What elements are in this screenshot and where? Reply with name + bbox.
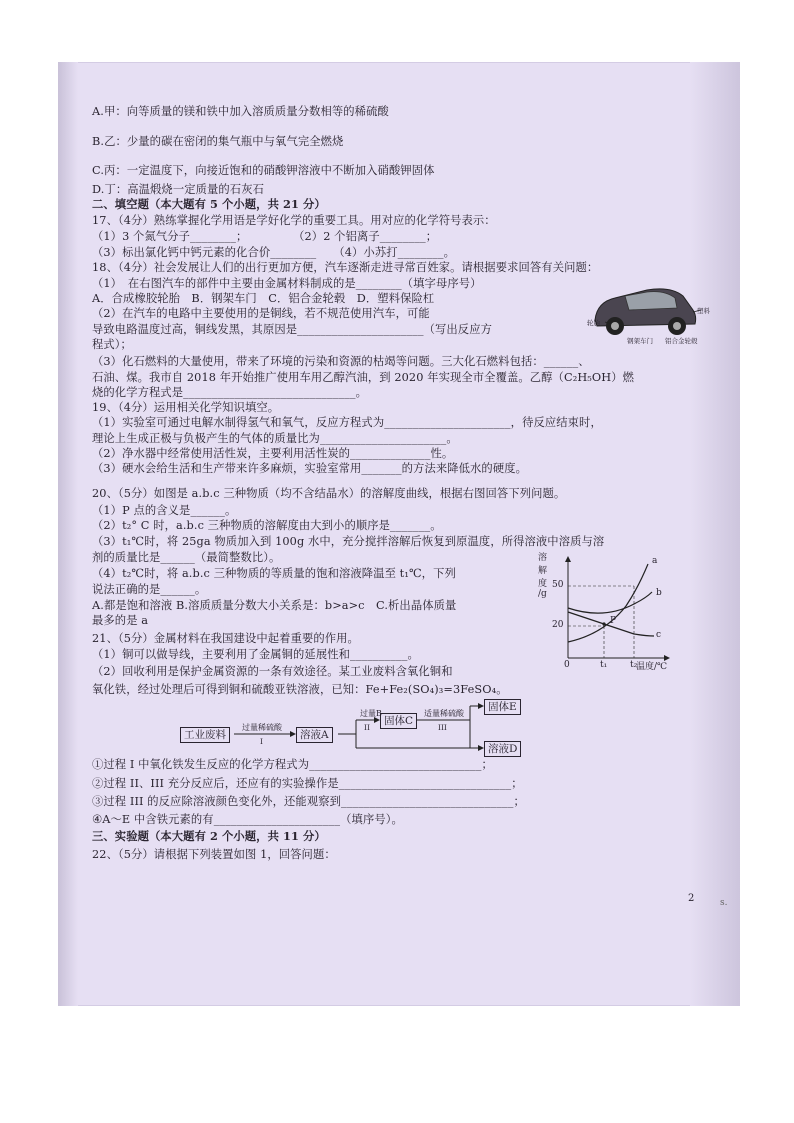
q17-part1: （1）3 个氮气分子________； （2）2 个铝离子________；	[92, 230, 438, 243]
q21-sub1: ①过程 I 中氧化铁发生反应的化学方程式为______________________________；	[92, 758, 493, 771]
q18-part3-cont: 石油、煤。我市自 2018 年开始推广使用车用乙醇汽油，到 2020 年实现全市全覆盖。乙醇（C₂H₅OH）燃	[92, 371, 635, 384]
q17-stem: 17、（4分）熟练掌握化学用语是学好化学的重要工具。用对应的化学符号表示：	[92, 214, 496, 227]
q22-stem: 22、（5分）请根据下列装置如图 1，回答问题：	[92, 848, 336, 861]
q18-part3: （3）化石燃料的大量使用，带来了环境的污染和资源的枯竭等问题。三大化石燃料包括：______、	[92, 355, 590, 368]
q19-part1-cont: 理论上生成正极与负极产生的气体的质量比为______________________。	[92, 432, 458, 445]
flow-box-solid-c: 固体C	[380, 713, 417, 729]
flow-arrow-label-2: 过量B	[360, 709, 382, 718]
q21-part1: （1）铜可以做导线，主要利用了金属铜的延展性和__________。	[92, 648, 419, 661]
q20-part3: （3）t₁℃时，将 25ga 物质加入到 100g 水中，充分搅拌溶解后恢复到原温度，所得溶液中溶质与溶	[92, 535, 605, 548]
q20-part4-cont: 说法正确的是______。	[92, 583, 207, 596]
car-figure	[585, 280, 715, 346]
option-c: C.丙：一定温度下，向接近饱和的硝酸钾溶液中不断加入硝酸钾固体	[92, 164, 435, 177]
q21-stem: 21、（5分）金属材料在我国建设中起着重要的作用。	[92, 632, 359, 645]
q20-part4-options: A.都是饱和溶液 B.溶质质量分数大小关系是：b>a>c C.析出晶体质量	[92, 599, 457, 612]
q18-choices: A．合成橡胶轮胎 B．钢架车门 C．铝合金轮毂 D．塑料保险杠	[92, 292, 435, 305]
graph-xlabel: 温度/℃	[636, 662, 668, 672]
q20-stem: 20、（5分）如图是 a.b.c 三种物质（均不含结晶水）的溶解度曲线，根据右图回答下列问题。	[92, 487, 566, 500]
q21-part2: （2）回收利用是保护金属资源的一条有效途径。某工业废料含氧化铜和	[92, 665, 453, 678]
graph-point-p: P	[610, 616, 617, 626]
q18-part3-end: 烧的化学方程式是______________________________。	[92, 386, 368, 399]
q20-part1: （1）P 点的含义是______。	[92, 504, 237, 517]
graph-ylabel-3: 度	[538, 579, 548, 589]
flow-arrow-label-3: 适量稀硫酸	[424, 709, 464, 718]
graph-ytick-50: 50	[552, 580, 564, 590]
flow-step-2: II	[364, 723, 370, 732]
graph-curve-c-label: c	[656, 630, 662, 640]
section-heading-fill: 二、填空题（本大题有 5 个小题，共 21 分）	[92, 197, 326, 211]
graph-xtick-t2: t₂	[630, 660, 638, 670]
q19-stem: 19、（4分）运用相关化学知识填空。	[92, 401, 280, 414]
option-b: B.乙：少量的碳在密闭的集气瓶中与氧气完全燃烧	[92, 135, 344, 148]
flow-box-solid-e: 固体E	[484, 699, 521, 715]
page-number: 2	[688, 893, 695, 904]
q21-sub4: ④A～E 中含铁元素的有______________________（填序号）。	[92, 813, 403, 826]
q17-part3: （3）标出氯化钙中钙元素的化合价________ （4）小苏打________。	[92, 246, 456, 259]
q21-sub2: ②过程 II、III 充分反应后，还应有的实验操作是______________________________；	[92, 777, 523, 790]
q18-stem: 18、（4分）社会发展让人们的出行更加方便，汽车逐渐走进寻常百姓家。请根据要求回答有关问题：	[92, 261, 599, 274]
graph-xtick-0: 0	[564, 660, 570, 670]
q21-part2-cont: 氧化铁，经过处理后可得到铜和硫酸亚铁溶液，已知：Fe+Fe₂(SO₄)₃=3FeSO₄。	[92, 683, 508, 696]
process-flow-diagram	[180, 692, 580, 757]
graph-ylabel-4: /g	[538, 589, 547, 599]
q19-part3: （3）硬水会给生活和生产带来许多麻烦，实验室常用_______的方法来降低水的硬度。	[92, 462, 528, 475]
graph-ytick-20: 20	[552, 620, 564, 630]
graph-ylabel-1: 溶	[538, 553, 548, 563]
graph-xtick-t1: t₁	[600, 660, 608, 670]
graph-ylabel-2: 解	[538, 566, 548, 576]
flow-arrow-label-1: 过量稀硫酸	[242, 723, 282, 732]
q18-part2: （2）在汽车的电路中主要使用的是铜线，若不规范使用汽车，可能	[92, 307, 430, 320]
q18-part1: （1） 在右图汽车的部件中主要由金属材料制成的是________（填字母序号）	[92, 277, 482, 290]
car-label-wheel: 铝合金轮毂	[665, 337, 698, 345]
q20-part2: （2）t₂° C 时，a.b.c 三种物质的溶解度由大到小的顺序是_______。	[92, 519, 442, 532]
car-label-plastic: 塑料	[697, 307, 710, 315]
flow-step-1: I	[260, 737, 263, 746]
flow-box-solution-d: 溶液D	[484, 741, 521, 757]
page-mark: s.	[720, 898, 728, 908]
q21-sub3: ③过程 III 的反应除溶液颜色变化外，还能观察到______________________________；	[92, 795, 525, 808]
car-label-door: 钢架车门	[627, 337, 653, 345]
scan-shadow-left	[58, 62, 78, 1006]
q19-part1: （1）实验室可通过电解水制得氢气和氧气，反应方程式为______________________，待反应结束时，	[92, 416, 602, 429]
solubility-graph	[534, 550, 674, 675]
flow-box-solution-a: 溶液A	[296, 727, 333, 743]
section-heading-experiment: 三、实验题（本大题有 2 个小题，共 11 分）	[92, 829, 326, 843]
flow-step-3: III	[438, 723, 447, 732]
option-d: D.丁：高温煅烧一定质量的石灰石	[92, 183, 265, 196]
q18-part2-cont: 导致电路温度过高，铜线发黑，其原因是______________________（写出反应方	[92, 323, 492, 336]
flow-box-waste: 工业废料	[180, 727, 230, 743]
graph-curve-b-label: b	[656, 588, 662, 598]
q18-part2-end: 程式）；	[92, 338, 132, 351]
graph-curve-a-label: a	[652, 556, 658, 566]
q20-part4-options-end: 最多的是 a	[92, 614, 149, 627]
q19-part2: （2）净水器中经常使用活性炭，主要利用活性炭的______________性。	[92, 447, 454, 460]
option-a: A.甲：向等质量的镁和铁中加入溶质质量分数相等的稀硫酸	[92, 105, 389, 118]
car-label-tire: 轮胎	[587, 319, 600, 327]
solubility-curves	[534, 550, 674, 675]
q20-part4: （4）t₂℃时，将 a.b.c 三种物质的等质量的饱和溶液降温至 t₁℃，下列	[92, 567, 456, 580]
scan-shadow-right	[690, 62, 740, 1006]
q20-part3-cont: 剂的质量比是______（最简整数比）。	[92, 551, 281, 564]
